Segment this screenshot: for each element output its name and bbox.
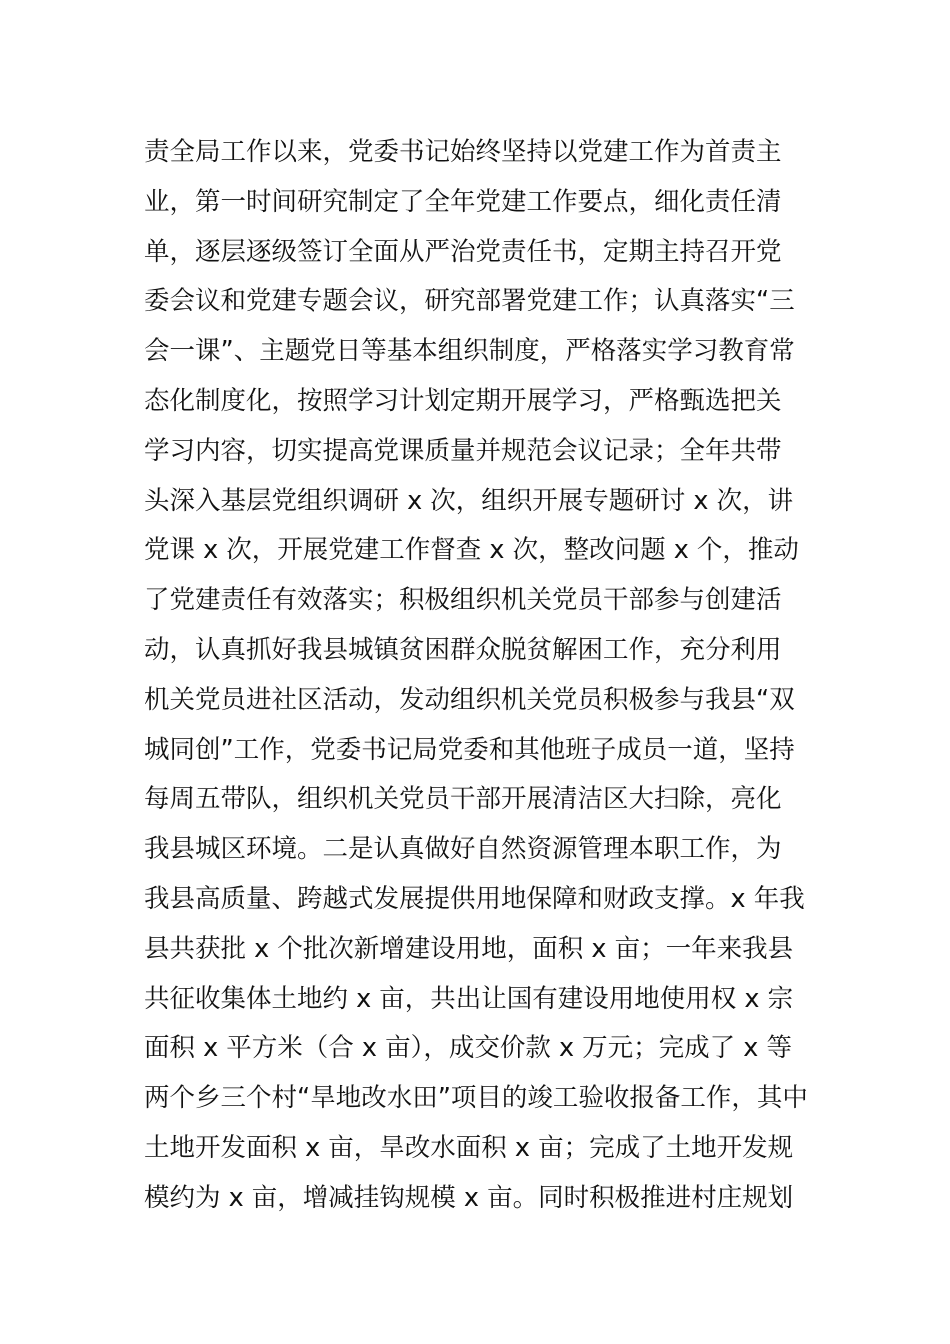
text-line: 业，第一时间研究制定了全年党建工作要点，细化责任清 [144, 186, 782, 217]
text-line: 了党建责任有效落实；积极组织机关党员干部参与创建活 [144, 585, 782, 616]
text-line: 土地开发面积 x 亩，旱改水面积 x 亩；完成了土地开发规 [144, 1132, 794, 1163]
text-line: 机关党员进社区活动，发动组织机关党员积极参与我县“双 [144, 684, 795, 715]
text-line: 共征收集体土地约 x 亩，共出让国有建设用地使用权 x 宗 [144, 983, 794, 1014]
text-line: 动，认真抓好我县城镇贫困群众脱贫解困工作，充分利用 [144, 634, 782, 665]
text-line: 党课 x 次，开展党建工作督查 x 次，整改问题 x 个，推动 [144, 535, 799, 566]
text-line: 委会议和党建专题会议，研究部署党建工作；认真落实“三 [144, 286, 795, 317]
text-line: 城同创”工作，党委书记局党委和其他班子成员一道，坚持 [144, 734, 795, 765]
text-line: 面积 x 平方米（合 x 亩），成交价款 x 万元；完成了 x 等 [144, 1033, 792, 1064]
text-line: 我县城区环境。二是认真做好自然资源管理本职工作，为 [144, 834, 782, 865]
text-line: 每周五带队，组织机关党员干部开展清洁区大扫除，亮化 [144, 784, 782, 815]
text-line: 模约为 x 亩，增减挂钩规模 x 亩。同时积极推进村庄规划 [144, 1182, 794, 1213]
text-line: 我县高质量、跨越式发展提供用地保障和财政支撑。x 年我 [144, 883, 805, 914]
text-line: 态化制度化，按照学习计划定期开展学习，严格甄选把关 [144, 385, 782, 416]
text-line: 头深入基层党组织调研 x 次，组织开展专题研讨 x 次，讲 [144, 485, 794, 516]
text-line: 会一课”、主题党日等基本组织制度，严格落实学习教育常 [144, 336, 795, 367]
text-line: 学习内容，切实提高党课质量并规范会议记录；全年共带 [144, 435, 782, 466]
text-line: 两个乡三个村“旱地改水田”项目的竣工验收报备工作，其中 [144, 1083, 808, 1114]
body-paragraph [144, 128, 814, 1224]
text-line: 单，逐层逐级签订全面从严治党责任书，定期主持召开党 [144, 236, 782, 267]
text-line: 责全局工作以来，党委书记始终坚持以党建工作为首责主 [144, 137, 782, 167]
text-line: 县共获批 x 个批次新增建设用地，面积 x 亩；一年来我县 [144, 933, 794, 964]
